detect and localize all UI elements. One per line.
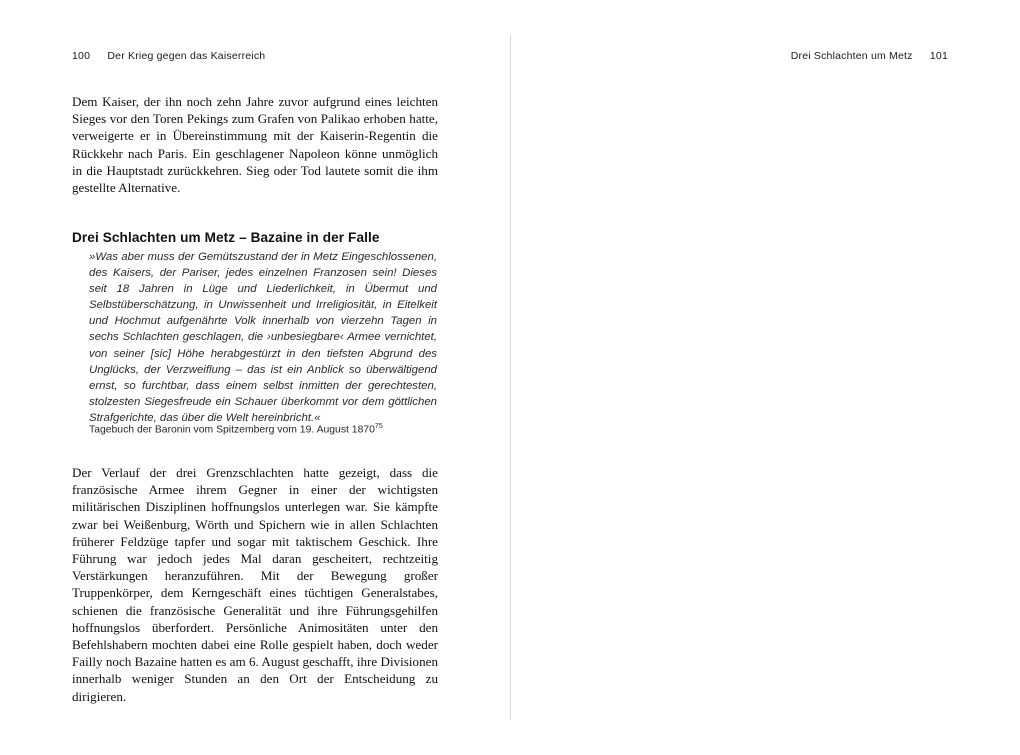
left-body-paragraph-block [72, 464, 438, 705]
folio-right: 101 [929, 50, 948, 62]
running-head-left [72, 50, 265, 62]
pull-quote: »Was aber muss der Gemütszustand der in Metz Eingeschlossenen, des Kaisers, der Pariser, jedes einzelnen Franzosen sein! Dieses seit 18 Jahren in Lüge und Liederlichkeit, in Übermut und Selbstüberschätzung, in Unwissenheit und Irreligiosität, in Eitelkeit und Hochmut aufgenährte Volk innerhalb von vierzehn Tagen in sechs Schlachten geschlagen, die ›unbesiegbare‹ Armee vernichtet, von seiner [sic] Höhe herabgestürzt in den tiefsten Abgrund des Unglücks, der Verzweiflung – das ist ein Anblick so überwältigend ernst, so furchtbar, dass einem selbst inmitten der gerechtesten, stolzesten Siegesfreude ein Schauer überkommt vor dem göttlichen Strafgerichte, das über die Welt hereinbricht.« [89, 251, 437, 424]
footnote-marker: 75 [374, 423, 383, 430]
left-body-paragraph: Der Verlauf der drei Grenzschlachten hatte gezeigt, dass die französische Armee ihrem Gegner in einer der wichtigsten militärischen Disziplinen hoffnungslos unterlegen war. Sie kämpfte zwar bei Weißenburg, Wörth und Spichern wie in allen Schlachten früherer Feldzüge tapfer und sogar mit taktischem Geschick. Ihre Führung war jedoch jedes Mal daran gescheitert, rechtzeitig Verstärkungen heranzuführen. Mit der Bewegung großer Truppenkörper, dem Kerngeschäft eines tüchtigen Generalstabes, schienen die französische Generalität und ihre Führungsgehilfen hoffnungslos überfordert. Persönliche Animositäten unter den Befehlshabern mochten dabei eine Rolle gespielt haben, doch weder Failly noch Bazaine hatten es am 6. August geschafft, ihre Divisionen innerhalb weniger Stunden an den Ort der Entscheidung zu dirigieren. [72, 465, 438, 704]
quote-source [89, 420, 437, 437]
folio-left: 100 [72, 50, 91, 62]
right-page [510, 0, 1020, 755]
running-head-right-title: Drei Schlachten um Metz [790, 50, 913, 62]
section-title: Drei Schlachten um Metz – Bazaine in der Falle [72, 230, 380, 246]
running-head-left-title: Der Krieg gegen das Kaiserreich [107, 50, 266, 62]
quote-source-text: Tagebuch der Baronin vom Spitzemberg vom 19. August 1870 [89, 424, 375, 436]
intro-paragraph-block [72, 93, 438, 196]
running-head-right [791, 50, 948, 62]
intro-paragraph: Dem Kaiser, der ihn noch zehn Jahre zuvor aufgrund eines leichten Sieges vor den Toren Pekings zum Grafen von Palikao erhoben hatte, verweigerte er in Übereinstimmung mit der Kaiserin-Regentin die Rückkehr nach Paris. Ein geschlagener Napoleon könne unmöglich in die Hauptstadt zurückkehren. Sieg oder Tod lautete somit die ihm gestellte Alternative. [72, 94, 438, 196]
